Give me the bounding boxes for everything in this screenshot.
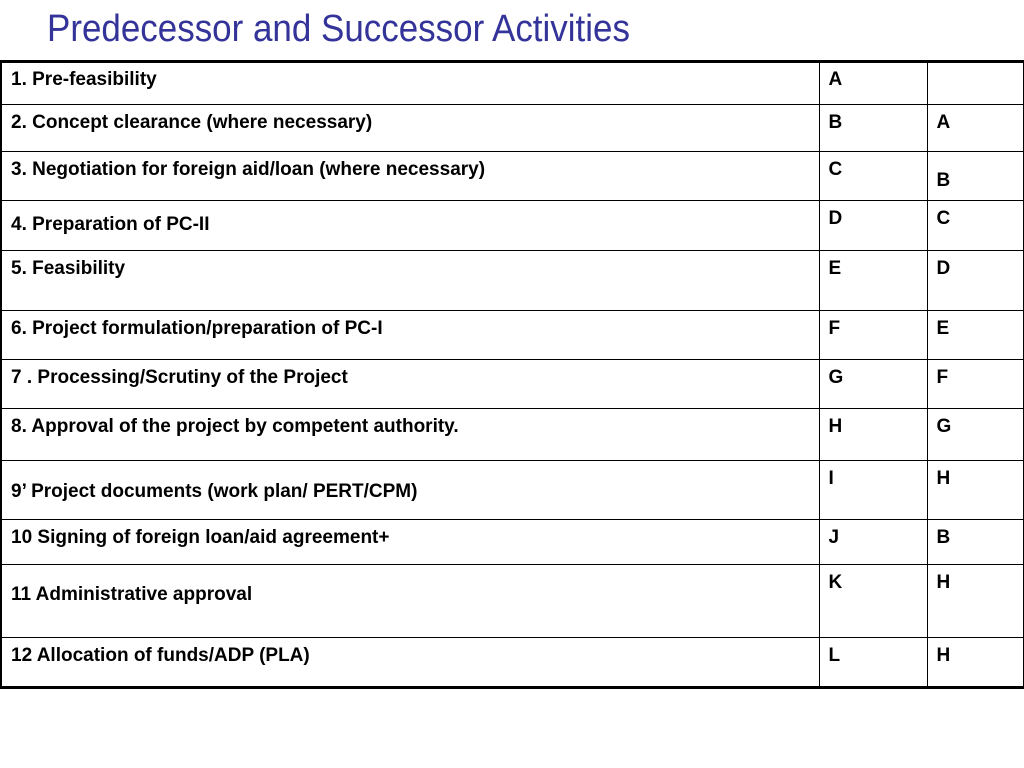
activity-cell: 9’ Project documents (work plan/ PERT/CPM) — [1, 461, 819, 520]
activity-code-cell: C — [819, 152, 927, 201]
activity-cell: 10 Signing of foreign loan/aid agreement+ — [1, 520, 819, 565]
table-row — [1, 520, 1024, 565]
table-row — [1, 62, 1024, 105]
predecessor-cell: B — [927, 520, 1024, 565]
table-row — [1, 461, 1024, 520]
activity-cell: 4. Preparation of PC-II — [1, 201, 819, 251]
activity-cell: 11 Administrative approval — [1, 565, 819, 638]
table-row — [1, 311, 1024, 360]
table-row — [1, 638, 1024, 688]
predecessor-cell: H — [927, 461, 1024, 520]
activity-code-cell: B — [819, 105, 927, 152]
activity-code-cell: I — [819, 461, 927, 520]
table-row — [1, 201, 1024, 251]
activity-cell: 8. Approval of the project by competent authority. — [1, 409, 819, 461]
activity-code-cell: L — [819, 638, 927, 688]
activity-code-cell: A — [819, 62, 927, 105]
predecessor-cell — [927, 62, 1024, 105]
activity-cell: 2. Concept clearance (where necessary) — [1, 105, 819, 152]
activity-code-cell: K — [819, 565, 927, 638]
activity-cell: 6. Project formulation/preparation of PC-I — [1, 311, 819, 360]
predecessor-cell: B — [927, 152, 1024, 201]
predecessor-cell: H — [927, 565, 1024, 638]
table-row — [1, 409, 1024, 461]
predecessor-cell: C — [927, 201, 1024, 251]
table-row — [1, 152, 1024, 201]
predecessor-cell: E — [927, 311, 1024, 360]
predecessor-cell: F — [927, 360, 1024, 409]
predecessor-cell: G — [927, 409, 1024, 461]
activity-cell: 1. Pre-feasibility — [1, 62, 819, 105]
slide-title: Predecessor and Successor Activities — [47, 8, 630, 50]
predecessor-cell: D — [927, 251, 1024, 311]
activity-code-cell: J — [819, 520, 927, 565]
activity-cell: 12 Allocation of funds/ADP (PLA) — [1, 638, 819, 688]
table-row — [1, 251, 1024, 311]
activity-code-cell: G — [819, 360, 927, 409]
table-row — [1, 565, 1024, 638]
predecessor-cell: A — [927, 105, 1024, 152]
activities-table — [0, 60, 1024, 689]
table-row — [1, 105, 1024, 152]
table-row — [1, 360, 1024, 409]
activity-cell: 3. Negotiation for foreign aid/loan (where necessary) — [1, 152, 819, 201]
activity-code-cell: E — [819, 251, 927, 311]
activity-cell: 7 . Processing/Scrutiny of the Project — [1, 360, 819, 409]
activity-cell: 5. Feasibility — [1, 251, 819, 311]
activity-code-cell: D — [819, 201, 927, 251]
predecessor-cell: H — [927, 638, 1024, 688]
activity-code-cell: H — [819, 409, 927, 461]
activity-code-cell: F — [819, 311, 927, 360]
